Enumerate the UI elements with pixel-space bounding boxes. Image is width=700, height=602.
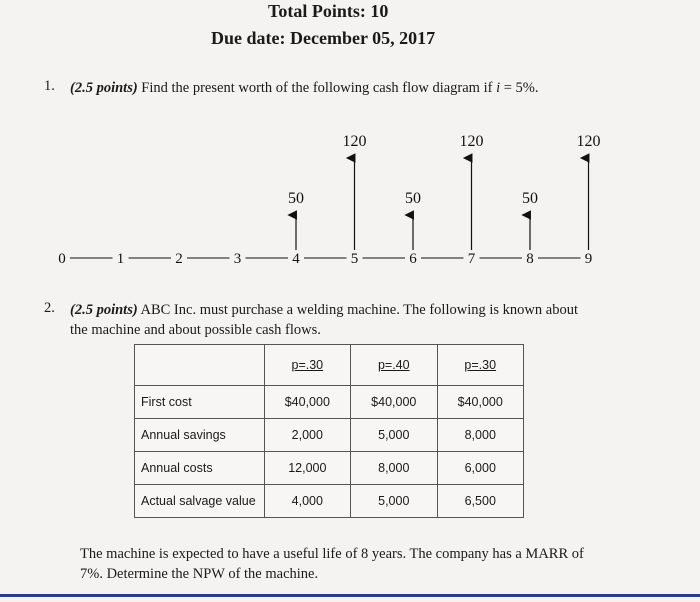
period-label: 7 (467, 251, 476, 267)
row-label: Actual salvage value (135, 485, 265, 518)
table-cell: 2,000 (264, 419, 350, 452)
cash-flow-amount: 50 (522, 190, 538, 207)
table-cell: $40,000 (437, 386, 524, 419)
due-date-heading: Due date: December 05, 2017 (211, 28, 436, 48)
conclusion-line-1: The machine is expected to have a useful life of 8 years. The company has a MARR of (80, 546, 584, 562)
probability-header: p=.30 (437, 345, 524, 386)
period-label: 2 (175, 251, 183, 267)
table-cell: 12,000 (264, 452, 350, 485)
table-cell: 8,000 (351, 452, 437, 485)
conclusion-line-2: 7%. Determine the NPW of the machine. (80, 566, 319, 582)
table-row (135, 419, 524, 452)
period-label: 4 (292, 251, 300, 267)
table-cell: $40,000 (351, 386, 437, 419)
table-cell: 5,000 (351, 485, 437, 518)
cash-flow-amount: 50 (288, 190, 304, 207)
probability-header: p=.40 (351, 345, 437, 386)
row-label: Annual savings (135, 419, 265, 452)
cash-flow-diagram (0, 120, 700, 280)
cash-flow-amount: 50 (405, 190, 421, 207)
table-cell: 5,000 (351, 419, 437, 452)
period-label: 6 (409, 251, 417, 267)
question-2-prompt-2: the machine and about possible cash flows. (70, 322, 321, 338)
question-1-points: (2.5 points) (70, 80, 138, 96)
table-cell: 8,000 (437, 419, 524, 452)
total-points-heading: Total Points: 10 (268, 1, 389, 21)
table-cell: $40,000 (264, 386, 350, 419)
page-bottom-rule (0, 594, 700, 597)
table-cell: 6,500 (437, 485, 524, 518)
question-2-number: 2. (44, 300, 55, 316)
timeline-axis (58, 251, 592, 267)
period-label: 8 (526, 251, 534, 267)
period-label: 9 (584, 251, 593, 267)
cash-flow-table (134, 344, 524, 518)
row-label: Annual costs (135, 452, 265, 485)
period-label: 1 (116, 251, 125, 267)
question-1-text (70, 78, 539, 98)
question-2-points: (2.5 points) (70, 302, 138, 318)
table-row (135, 386, 524, 419)
period-label: 0 (58, 251, 66, 267)
period-label: 5 (350, 251, 359, 267)
question-1-prompt-b: = 5%. (500, 80, 539, 96)
cash-flow-arrows (288, 133, 601, 250)
question-1-prompt-a: Find the present worth of the following cash flow diagram if (137, 80, 497, 96)
cash-flow-amount: 120 (576, 133, 601, 150)
table-header-row (135, 345, 524, 386)
cash-flow-amount: 120 (342, 133, 367, 150)
probability-header: p=.30 (264, 345, 350, 386)
question-2-text (70, 300, 680, 340)
table-row (135, 485, 524, 518)
period-label: 3 (233, 251, 242, 267)
cash-flow-amount: 120 (459, 133, 484, 150)
row-label: First cost (135, 386, 265, 419)
question-1-interest-var: i (496, 80, 501, 96)
table-corner-cell (135, 345, 265, 386)
question-1-number: 1. (44, 78, 55, 94)
table-cell: 4,000 (264, 485, 350, 518)
table-cell: 6,000 (437, 452, 524, 485)
question-2-conclusion (80, 544, 680, 584)
question-2-prompt: ABC Inc. must purchase a welding machine. The following is known about (137, 302, 578, 318)
table-row (135, 452, 524, 485)
